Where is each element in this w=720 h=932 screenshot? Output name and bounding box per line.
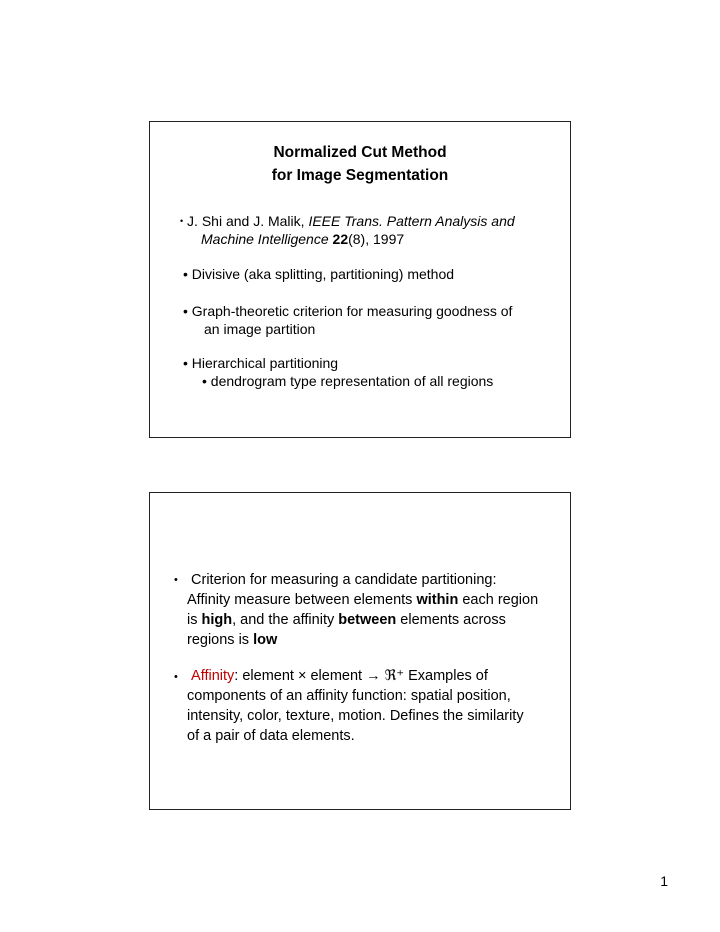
- affinity-line-2: components of an affinity function: spatial position,: [187, 688, 511, 704]
- criterion-paragraph: [187, 570, 538, 650]
- low-emphasis: low: [253, 632, 278, 648]
- crit-line-1: Criterion for measuring a candidate partitioning:: [191, 572, 497, 588]
- slide-1-title: [150, 141, 570, 187]
- hier-line: • Hierarchical partitioning: [183, 355, 339, 371]
- crit-text: , and the affinity: [232, 612, 339, 628]
- hier-sub-line: • dendrogram type representation of all regions: [202, 373, 494, 389]
- graph-line-1: • Graph-theoretic criterion for measuring goodness of: [183, 303, 513, 319]
- crit-text: regions is: [187, 632, 254, 648]
- affinity-line-4: of a pair of data elements.: [187, 728, 355, 744]
- affinity-term: Affinity: [191, 668, 235, 684]
- bullet: •: [180, 216, 184, 226]
- high-emphasis: high: [201, 612, 233, 628]
- bullet: •: [174, 574, 178, 586]
- ref-journal: IEEE Trans. Pattern Analysis and: [308, 213, 515, 229]
- crit-text: each region: [458, 592, 539, 608]
- bullet: •: [174, 671, 178, 683]
- crit-text: Affinity measure between elements: [187, 592, 417, 608]
- ref-authors: J. Shi and J. Malik,: [187, 213, 309, 229]
- ref-journal-2: Machine Intelligence: [201, 231, 329, 247]
- title-line-1: Normalized Cut Method: [273, 144, 447, 161]
- graph-line-2: an image partition: [204, 321, 316, 337]
- page-number: 1: [660, 873, 668, 889]
- slide-2: [149, 492, 571, 810]
- bullet-graph-theoretic: [183, 302, 512, 338]
- crit-text: is: [187, 612, 202, 628]
- slide-1: [149, 121, 571, 438]
- crit-text: elements across: [396, 612, 506, 628]
- reference-item: [180, 212, 515, 248]
- affinity-line-3: intensity, color, texture, motion. Defines the similarity: [187, 708, 524, 724]
- between-emphasis: between: [338, 612, 397, 628]
- ref-volume: 22: [332, 231, 349, 247]
- within-emphasis: within: [416, 592, 459, 608]
- affinity-line-1: : element × element → ℜ⁺ Examples of: [234, 668, 488, 684]
- bullet-hierarchical: [183, 354, 493, 390]
- title-line-2: for Image Segmentation: [271, 167, 449, 184]
- bullet-divisive: • Divisive (aka splitting, partitioning) method: [183, 266, 455, 282]
- affinity-paragraph: [187, 666, 524, 746]
- ref-rest: (8), 1997: [348, 231, 405, 247]
